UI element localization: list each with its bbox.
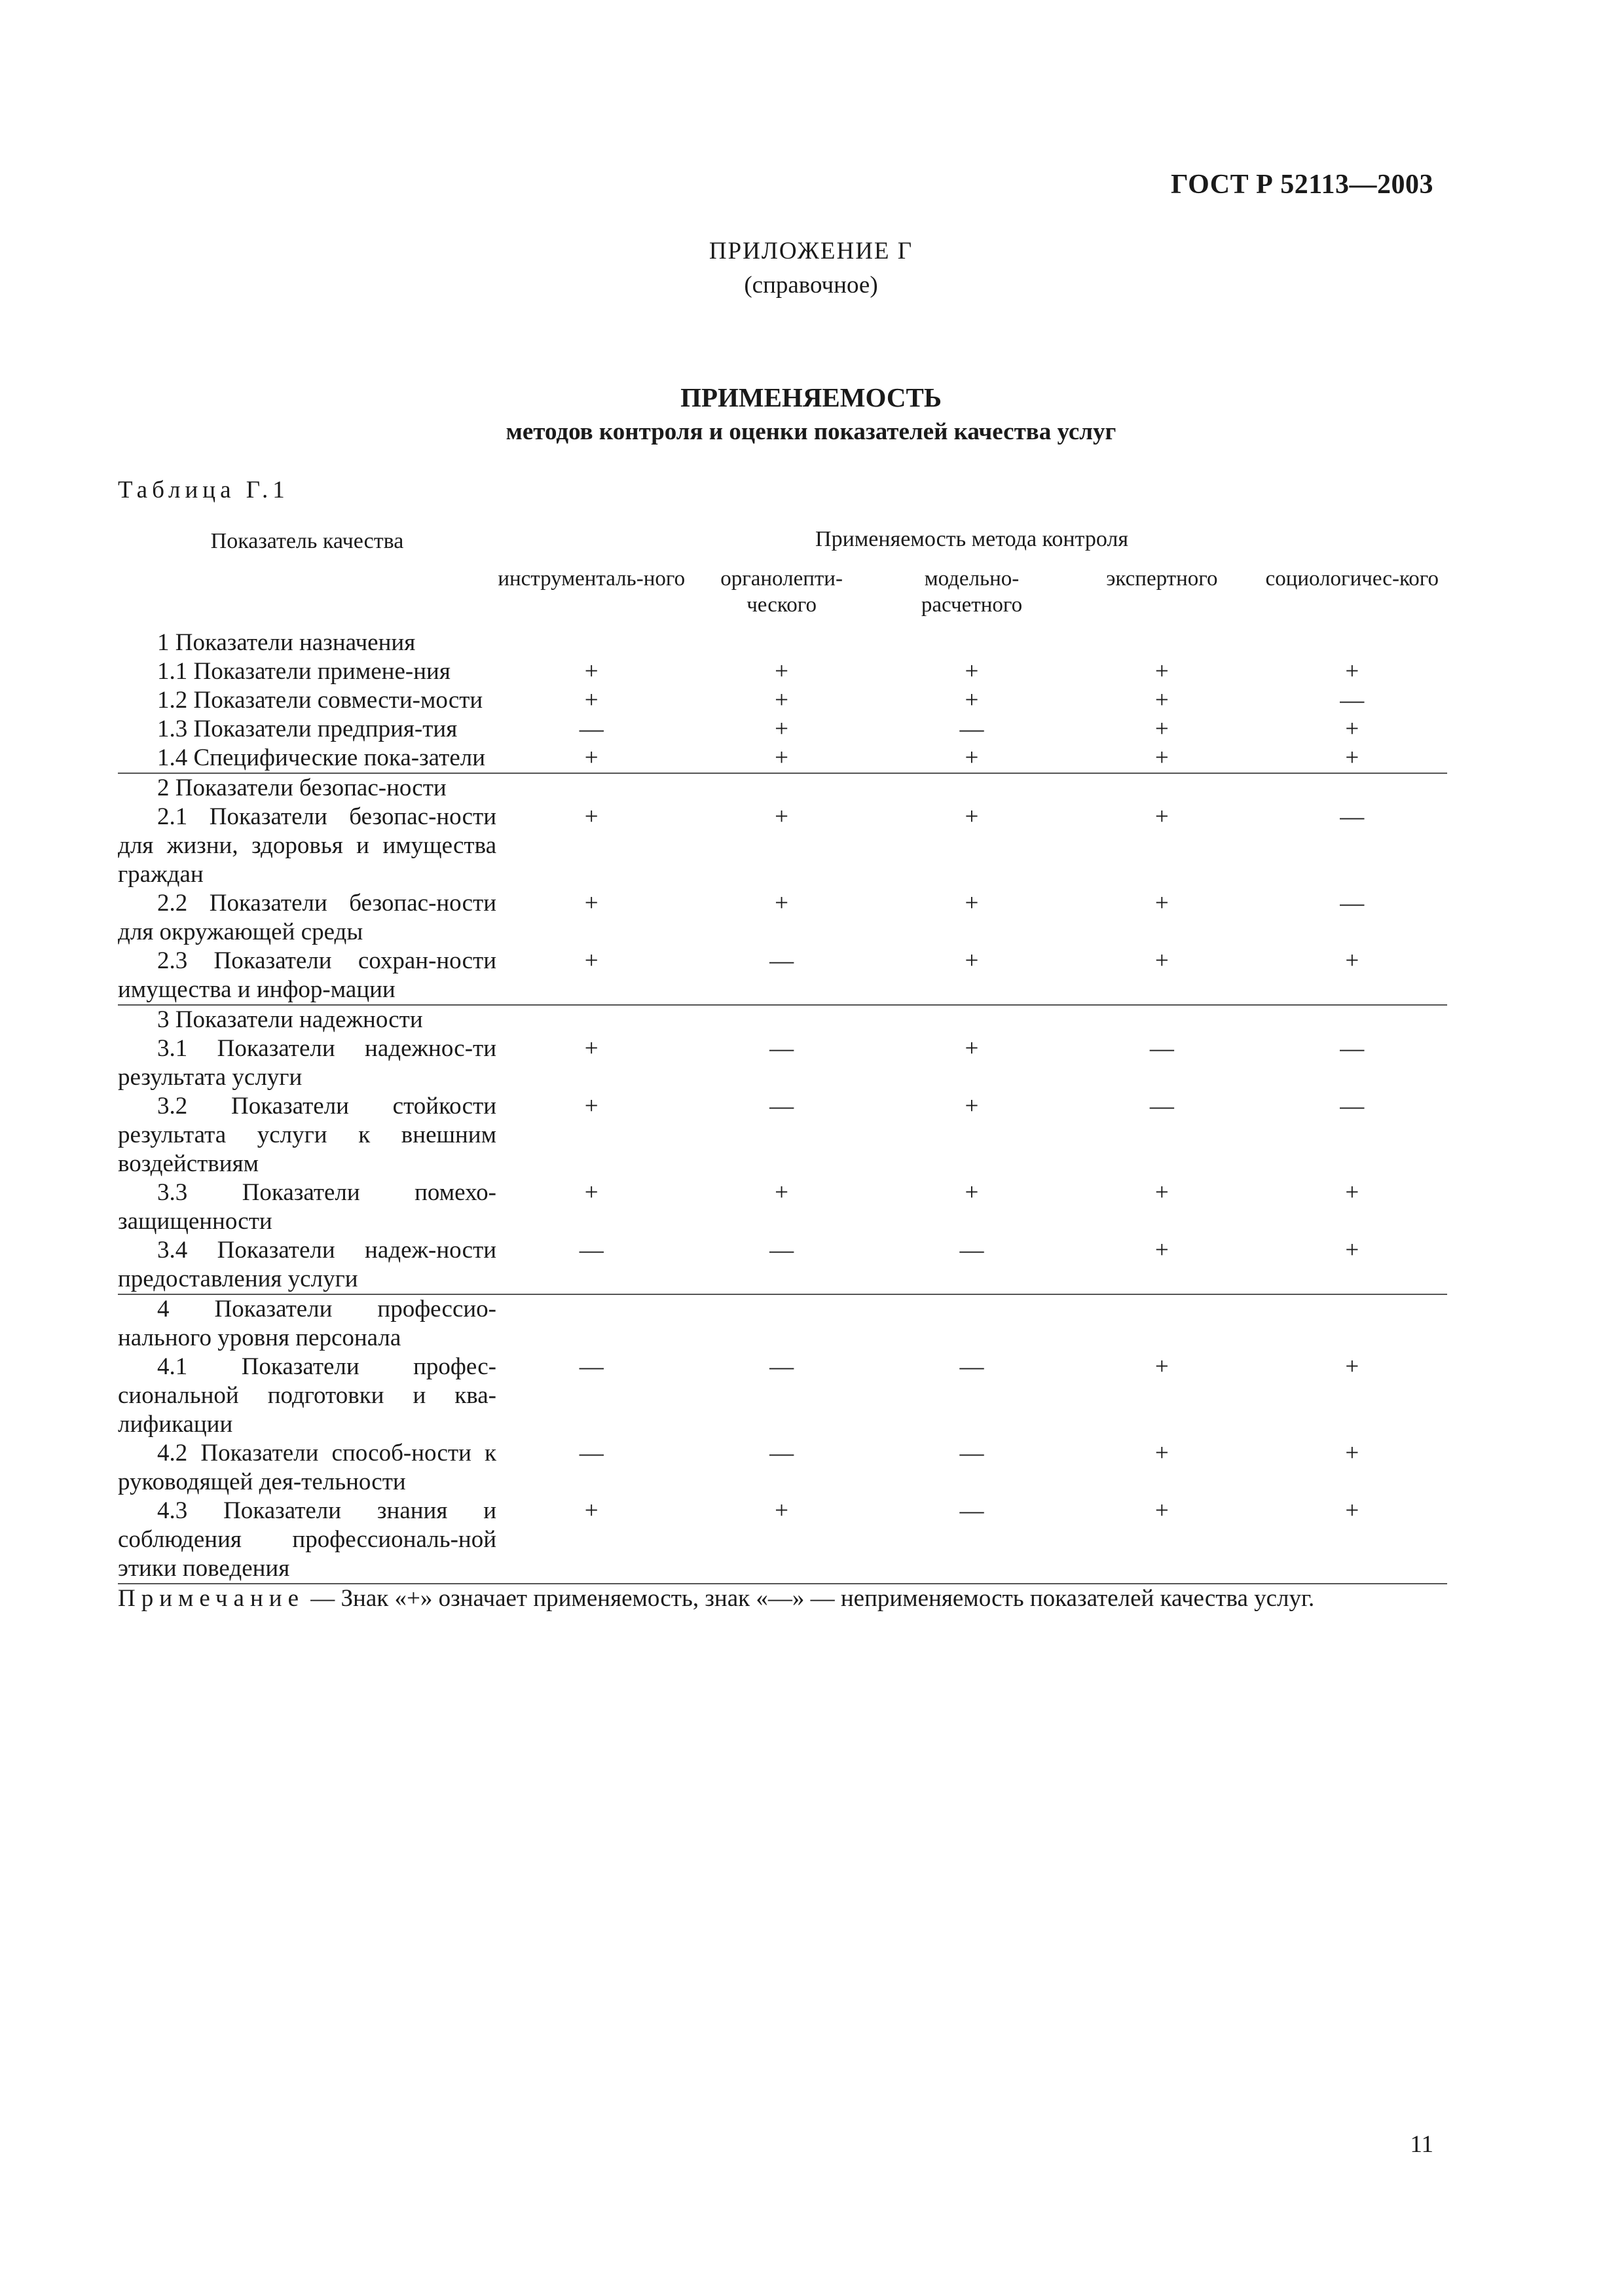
table-note bbox=[118, 1584, 1447, 1613]
mark-instrumental: — bbox=[579, 1353, 604, 1380]
mark-instrumental: + bbox=[584, 890, 599, 917]
header-method-model-calculation: модельно-расчетного bbox=[921, 566, 1023, 617]
table-row bbox=[118, 803, 1447, 889]
mark-model-calculation: + bbox=[877, 947, 1067, 1005]
mark-model-calculation: — bbox=[877, 1236, 1067, 1294]
table-body bbox=[118, 629, 1447, 1584]
mark-model-calculation: + bbox=[877, 744, 1067, 773]
empty-cell bbox=[1257, 773, 1447, 803]
table-row bbox=[118, 947, 1447, 1005]
mark-organoleptic: — bbox=[769, 1093, 794, 1120]
group-title-text: 1 Показатели назначения bbox=[157, 629, 416, 656]
mark-sociological: + bbox=[1345, 1179, 1359, 1206]
indicator-label-text: 1.4 Специфические пока-затели bbox=[157, 744, 485, 771]
mark-instrumental: + bbox=[584, 687, 599, 714]
table-row bbox=[118, 657, 1447, 686]
mark-expert: + bbox=[1067, 1236, 1257, 1294]
indicator-label bbox=[118, 803, 496, 889]
indicator-label-text: 1.1 Показатели примене-ния bbox=[157, 658, 451, 685]
header-method-applicability: Применяемость метода контроля bbox=[815, 527, 1128, 551]
mark-expert: — bbox=[1149, 1093, 1174, 1120]
mark-sociological: — bbox=[1340, 890, 1365, 917]
mark-sociological: — bbox=[1340, 687, 1365, 714]
empty-cell bbox=[877, 773, 1067, 803]
indicator-label bbox=[118, 1353, 496, 1439]
group-title-text: 4 Показатели профессио-нального уровня персонала bbox=[118, 1296, 496, 1351]
document-title bbox=[0, 378, 1622, 448]
mark-instrumental: — bbox=[579, 716, 604, 742]
mark-organoleptic: + bbox=[775, 687, 789, 714]
mark-expert: + bbox=[1067, 1497, 1257, 1584]
mark-instrumental: + bbox=[496, 1497, 686, 1584]
indicator-label bbox=[118, 1439, 496, 1497]
empty-cell bbox=[877, 1005, 1067, 1034]
note-word: Примечание bbox=[118, 1585, 304, 1612]
indicator-label-text: 2.2 Показатели безопас-ности для окружающей среды bbox=[118, 890, 496, 945]
indicator-label bbox=[118, 715, 496, 744]
mark-organoleptic: + bbox=[775, 658, 789, 685]
mark-model-calculation: + bbox=[965, 658, 979, 685]
mark-sociological: + bbox=[1257, 947, 1447, 1005]
mark-expert: + bbox=[1067, 947, 1257, 1005]
mark-sociological: — bbox=[1340, 1035, 1365, 1062]
header-method-instrumental: инструменталь-ного bbox=[498, 566, 686, 591]
mark-sociological: + bbox=[1257, 744, 1447, 773]
indicator-label bbox=[118, 1497, 496, 1584]
mark-model-calculation: + bbox=[965, 1035, 979, 1062]
indicator-label bbox=[118, 1236, 496, 1294]
table-row bbox=[118, 1178, 1447, 1236]
indicator-label-text: 1.3 Показатели предприя-тия bbox=[157, 716, 458, 742]
mark-model-calculation: + bbox=[965, 803, 979, 830]
mark-expert: — bbox=[1149, 1035, 1174, 1062]
sub-title: методов контроля и оценки показателей качества услуг bbox=[506, 418, 1116, 445]
empty-cell bbox=[686, 1005, 876, 1034]
indicator-label bbox=[118, 889, 496, 947]
group-title bbox=[118, 1294, 496, 1353]
appendix-type: (справочное) bbox=[744, 272, 878, 299]
indicator-label bbox=[118, 1178, 496, 1236]
mark-instrumental: — bbox=[579, 1440, 604, 1467]
mark-instrumental: + bbox=[584, 1035, 599, 1062]
appendix-title: ПРИЛОЖЕНИЕ Г bbox=[709, 238, 913, 264]
mark-model-calculation: + bbox=[965, 890, 979, 917]
empty-cell bbox=[496, 773, 686, 803]
mark-expert: + bbox=[1154, 716, 1169, 742]
table-row bbox=[118, 1092, 1447, 1178]
table-row bbox=[118, 1353, 1447, 1439]
mark-expert: + bbox=[1154, 1440, 1169, 1467]
group-title bbox=[118, 629, 496, 657]
appendix-heading bbox=[0, 234, 1622, 302]
indicator-label bbox=[118, 1092, 496, 1178]
mark-expert: + bbox=[1154, 658, 1169, 685]
mark-organoleptic: — bbox=[769, 1440, 794, 1467]
mark-instrumental: + bbox=[496, 947, 686, 1005]
header-method-expert: экспертного bbox=[1106, 566, 1218, 591]
indicator-label-text: 4.3 Показатели знания и соблюдения профессиональ-ной этики поведения bbox=[118, 1497, 496, 1582]
mark-expert: + bbox=[1154, 1353, 1169, 1380]
mark-expert: + bbox=[1067, 744, 1257, 773]
indicator-label-text: 2.1 Показатели безопас-ности для жизни, здоровья и имущества граждан bbox=[118, 803, 496, 888]
mark-organoleptic: + bbox=[775, 1179, 789, 1206]
indicator-label-text: 3.4 Показатели надеж-ности предоставления услуги bbox=[118, 1237, 496, 1292]
mark-sociological: + bbox=[1257, 1236, 1447, 1294]
mark-organoleptic: + bbox=[686, 1497, 876, 1584]
mark-instrumental: + bbox=[496, 744, 686, 773]
group-title-text: 3 Показатели надежности bbox=[157, 1006, 423, 1033]
indicator-label bbox=[118, 1034, 496, 1092]
mark-sociological: + bbox=[1345, 716, 1359, 742]
group-row bbox=[118, 629, 1447, 657]
empty-cell bbox=[1257, 1294, 1447, 1353]
mark-model-calculation: — bbox=[877, 1497, 1067, 1584]
mark-organoleptic: — bbox=[769, 1035, 794, 1062]
mark-instrumental: + bbox=[584, 803, 599, 830]
mark-sociological: + bbox=[1257, 1497, 1447, 1584]
mark-instrumental: + bbox=[584, 658, 599, 685]
mark-model-calculation: + bbox=[965, 687, 979, 714]
group-title-text: 2 Показатели безопас-ности bbox=[157, 774, 447, 801]
indicator-label-text: 3.1 Показатели надежнос-ти результата услуги bbox=[118, 1035, 496, 1091]
table-label: Таблица Г.1 bbox=[118, 477, 289, 503]
indicator-label-text: 2.3 Показатели сохран-ности имущества и инфор-мации bbox=[118, 947, 496, 1003]
group-title bbox=[118, 1005, 496, 1034]
table-row bbox=[118, 1034, 1447, 1092]
empty-cell bbox=[877, 629, 1067, 657]
group-row bbox=[118, 1294, 1447, 1353]
indicator-label bbox=[118, 657, 496, 686]
document-code: ГОСТ Р 52113—2003 bbox=[1170, 170, 1433, 200]
mark-organoleptic: + bbox=[775, 716, 789, 742]
mark-organoleptic: — bbox=[686, 1236, 876, 1294]
mark-instrumental: — bbox=[496, 1236, 686, 1294]
mark-expert: + bbox=[1154, 803, 1169, 830]
mark-model-calculation: — bbox=[959, 1353, 984, 1380]
mark-expert: + bbox=[1154, 1179, 1169, 1206]
indicator-label bbox=[118, 947, 496, 1005]
indicator-label-text: 4.2 Показатели способ-ности к руководящей дея-тельности bbox=[118, 1440, 496, 1495]
header-method-sociological: социологичес-кого bbox=[1265, 566, 1439, 591]
table-row bbox=[118, 1497, 1447, 1584]
header-method-organoleptic: органолепти-ческого bbox=[720, 566, 843, 617]
empty-cell bbox=[496, 1005, 686, 1034]
mark-organoleptic: + bbox=[775, 890, 789, 917]
indicator-label-text: 3.2 Показатели стойкости результата услуги к внешним воздействиям bbox=[118, 1093, 496, 1177]
empty-cell bbox=[496, 629, 686, 657]
empty-cell bbox=[1067, 773, 1257, 803]
indicator-label-text: 3.3 Показатели помехо-защищенности bbox=[118, 1179, 496, 1235]
mark-sociological: — bbox=[1340, 1093, 1365, 1120]
mark-sociological: + bbox=[1345, 1440, 1359, 1467]
table-row bbox=[118, 1439, 1447, 1497]
mark-sociological: + bbox=[1345, 658, 1359, 685]
table-row bbox=[118, 889, 1447, 947]
header-quality-indicator: Показатель качества bbox=[210, 529, 404, 553]
group-row bbox=[118, 1005, 1447, 1034]
table-row bbox=[118, 686, 1447, 715]
mark-organoleptic: + bbox=[775, 803, 789, 830]
table-row bbox=[118, 1236, 1447, 1294]
indicator-label bbox=[118, 686, 496, 715]
table-row bbox=[118, 715, 1447, 744]
empty-cell bbox=[1067, 1294, 1257, 1353]
indicator-label bbox=[118, 744, 496, 773]
page-number: 11 bbox=[1410, 2131, 1433, 2158]
empty-cell bbox=[496, 1294, 686, 1353]
mark-organoleptic: — bbox=[769, 1353, 794, 1380]
empty-cell bbox=[1067, 1005, 1257, 1034]
empty-cell bbox=[686, 773, 876, 803]
mark-sociological: — bbox=[1340, 803, 1365, 830]
indicator-label-text: 4.1 Показатели профес-сиональной подготовки и ква-лификации bbox=[118, 1353, 496, 1438]
mark-instrumental: + bbox=[584, 1093, 599, 1120]
mark-expert: + bbox=[1154, 687, 1169, 714]
mark-model-calculation: + bbox=[965, 1093, 979, 1120]
mark-instrumental: + bbox=[584, 1179, 599, 1206]
group-title bbox=[118, 773, 496, 803]
mark-organoleptic: + bbox=[686, 744, 876, 773]
indicator-label-text: 1.2 Показатели совмести-мости bbox=[157, 687, 483, 714]
empty-cell bbox=[877, 1294, 1067, 1353]
main-title: ПРИМЕНЯЕМОСТЬ bbox=[680, 382, 942, 412]
empty-cell bbox=[686, 1294, 876, 1353]
mark-sociological: + bbox=[1345, 1353, 1359, 1380]
table-row bbox=[118, 744, 1447, 773]
empty-cell bbox=[1257, 1005, 1447, 1034]
mark-model-calculation: + bbox=[965, 1179, 979, 1206]
group-row bbox=[118, 773, 1447, 803]
mark-expert: + bbox=[1154, 890, 1169, 917]
mark-organoleptic: — bbox=[686, 947, 876, 1005]
empty-cell bbox=[686, 629, 876, 657]
mark-model-calculation: — bbox=[959, 716, 984, 742]
empty-cell bbox=[1067, 629, 1257, 657]
mark-model-calculation: — bbox=[959, 1440, 984, 1467]
applicability-table bbox=[118, 527, 1447, 1613]
note-text: — Знак «+» означает применяемость, знак «—» — неприменяемость показателей качества услуг. bbox=[304, 1585, 1315, 1612]
empty-cell bbox=[1257, 629, 1447, 657]
